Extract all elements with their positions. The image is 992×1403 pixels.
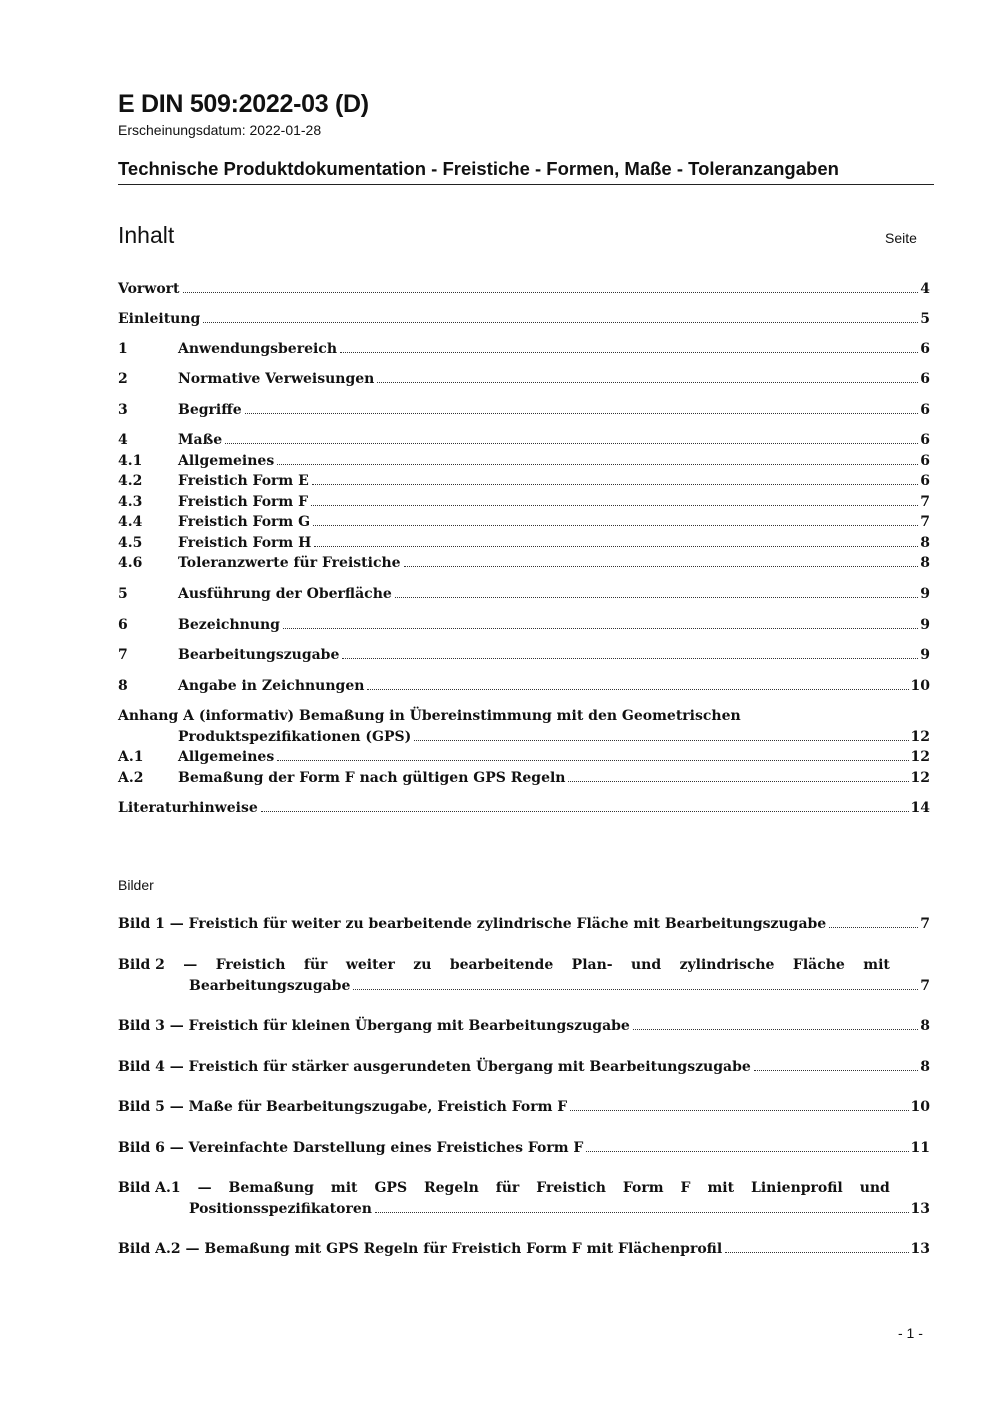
toc-leader-dots (367, 689, 908, 690)
toc-leader-dots (570, 1110, 908, 1111)
toc-entry-page: 12 (910, 749, 930, 765)
figure-entry[interactable] (118, 916, 930, 932)
toc-entry-number: 8 (118, 678, 128, 694)
toc-leader-dots (311, 505, 918, 506)
toc-page-column-label: Seite (885, 230, 917, 246)
figure-entry-page: 13 (910, 1241, 930, 1257)
figure-entry-label: Bild 4 — Freistich für stärker ausgerundeten Übergang mit Bearbeitungszugabe (118, 1059, 751, 1075)
toc-leader-dots (277, 760, 908, 761)
toc-entry-page: 5 (920, 311, 930, 327)
toc-entry[interactable] (118, 514, 930, 530)
toc-entry-page: 6 (920, 453, 930, 469)
toc-entry-label: Freistich Form E (178, 473, 309, 489)
figure-entry-label: Positionsspezifikatoren (189, 1201, 372, 1217)
toc-entry-page: 12 (910, 770, 930, 786)
toc-entry-page: 6 (920, 341, 930, 357)
figure-word: GPS (374, 1180, 408, 1196)
toc-entry-label: Angabe in Zeichnungen (178, 678, 365, 694)
figure-word: zu (413, 957, 432, 973)
toc-entry[interactable] (118, 800, 930, 816)
figure-entry[interactable] (118, 1099, 930, 1115)
toc-entry-label: Bearbeitungszugabe (178, 647, 340, 663)
figure-word: Regeln (424, 1180, 479, 1196)
toc-entry-page: 12 (910, 729, 930, 745)
toc-entry-label: Freistich Form H (178, 535, 312, 551)
toc-entry-label: Allgemeines (178, 749, 275, 765)
figure-entry-label: Bearbeitungszugabe (189, 978, 351, 994)
toc-entry-number: 4.6 (118, 555, 143, 571)
toc-entry-page: 4 (920, 281, 930, 297)
toc-entry[interactable] (118, 473, 930, 489)
figure-entry[interactable] (118, 1180, 890, 1196)
toc-entry-label: Begriffe (178, 402, 242, 418)
toc-entry[interactable] (118, 586, 930, 602)
toc-entry-page: 8 (920, 535, 930, 551)
figure-word: bearbeitende (449, 957, 554, 973)
toc-entry-page: 6 (920, 473, 930, 489)
document-subtitle: Technische Produktdokumentation - Freistiche - Formen, Maße - Toleranzangaben (118, 158, 934, 185)
toc-leader-dots (404, 566, 919, 567)
figures-heading: Bilder (118, 877, 154, 893)
figure-entry[interactable] (118, 1241, 930, 1257)
toc-entry-page: 6 (920, 402, 930, 418)
toc-annex-title-line1: Anhang A (informativ) Bemaßung in Übereinstimmung mit den Geometrischen (118, 708, 741, 724)
figure-word: Freistich (215, 957, 286, 973)
figure-word: zylindrische (679, 957, 775, 973)
toc-entry-number: 1 (118, 341, 128, 357)
toc-entry-page: 7 (920, 494, 930, 510)
figure-entry-label: Bild 1 — Freistich für weiter zu bearbeitende zylindrische Fläche mit Bearbeitungszugabe (118, 916, 827, 932)
toc-entry-label: Anwendungsbereich (178, 341, 337, 357)
toc-leader-dots (313, 525, 918, 526)
toc-entry-number: 7 (118, 647, 128, 663)
toc-leader-dots (395, 597, 918, 598)
toc-entry-label: Toleranzwerte für Freistiche (178, 555, 401, 571)
toc-entry-page: 10 (910, 678, 930, 694)
toc-entry-number: 4.1 (118, 453, 143, 469)
figure-entry-label: Bild 3 — Freistich für kleinen Übergang mit Bearbeitungszugabe (118, 1018, 630, 1034)
figure-word: Bemaßung (228, 1180, 314, 1196)
toc-entry-label: Normative Verweisungen (178, 371, 375, 387)
toc-entry-page: 9 (920, 647, 930, 663)
toc-entry-page: 9 (920, 586, 930, 602)
toc-leader-dots (312, 484, 918, 485)
toc-leader-dots (245, 413, 919, 414)
toc-entry[interactable] (118, 311, 930, 327)
figure-word: und (859, 1180, 890, 1196)
toc-entry-number: A.1 (118, 749, 144, 765)
toc-leader-dots (203, 322, 918, 323)
figure-entry[interactable] (118, 1059, 930, 1075)
figure-entry-continued[interactable] (189, 978, 930, 994)
toc-leader-dots (568, 781, 908, 782)
toc-leader-dots (225, 443, 918, 444)
toc-entry-number: 6 (118, 617, 128, 633)
toc-entry-number: 4.5 (118, 535, 143, 551)
toc-entry[interactable] (118, 749, 930, 765)
toc-entry-page: 8 (920, 555, 930, 571)
figure-entry-label: Bild A.2 — Bemaßung mit GPS Regeln für Freistich Form F mit Flächenprofil (118, 1241, 723, 1257)
toc-entry[interactable] (118, 770, 930, 786)
toc-entry-label: Freistich Form F (178, 494, 309, 510)
toc-entry-number: 2 (118, 371, 128, 387)
toc-entry-number: 3 (118, 402, 128, 418)
toc-heading: Inhalt (118, 222, 175, 248)
figure-word: und (631, 957, 662, 973)
toc-leader-dots (754, 1070, 918, 1071)
toc-entry-number: 4.4 (118, 514, 143, 530)
toc-entry-page: 7 (920, 514, 930, 530)
toc-entry[interactable] (118, 402, 930, 418)
figure-word: für (495, 1180, 520, 1196)
toc-entry[interactable] (118, 535, 930, 551)
toc-leader-dots (725, 1252, 908, 1253)
toc-entry-number: 4.3 (118, 494, 143, 510)
toc-leader-dots (375, 1212, 909, 1213)
toc-entry[interactable] (118, 494, 930, 510)
figure-entry-page: 11 (910, 1140, 930, 1156)
toc-entry-label: Allgemeines (178, 453, 275, 469)
figure-word: Form (622, 1180, 664, 1196)
figure-entry[interactable] (118, 1018, 930, 1034)
toc-entry[interactable] (118, 341, 930, 357)
toc-entry[interactable] (118, 371, 930, 387)
toc-entry-number: 4.2 (118, 473, 143, 489)
figure-entry-label: Bild 5 — Maße für Bearbeitungszugabe, Freistich Form F (118, 1099, 568, 1115)
toc-entry-page: 9 (920, 617, 930, 633)
toc-leader-dots (340, 352, 918, 353)
figure-word: Bild 2 (118, 957, 165, 973)
figure-entry-page: 10 (910, 1099, 930, 1115)
toc-leader-dots (183, 292, 919, 293)
toc-leader-dots (342, 658, 918, 659)
toc-entry-page: 6 (920, 371, 930, 387)
toc-annex-entry[interactable] (118, 708, 930, 724)
toc-entry[interactable] (118, 453, 930, 469)
figure-entry-page: 8 (920, 1018, 930, 1034)
toc-entry-label: Freistich Form G (178, 514, 311, 530)
figure-word: F (680, 1180, 691, 1196)
toc-entry-label: Vorwort (118, 281, 180, 297)
toc-entry[interactable] (118, 617, 930, 633)
toc-entry-label: Maße (178, 432, 223, 448)
toc-entry[interactable] (118, 432, 930, 448)
toc-entry[interactable] (118, 281, 930, 297)
figure-entry-page: 7 (920, 978, 930, 994)
toc-leader-dots (414, 740, 908, 741)
figure-word: Freistich (536, 1180, 606, 1196)
page-number: - 1 - (898, 1325, 923, 1341)
figure-word: Linienprofil (751, 1180, 843, 1196)
toc-entry[interactable] (118, 647, 930, 663)
toc-annex-title-line2: Produktspezifikationen (GPS) (178, 729, 412, 745)
toc-leader-dots (314, 546, 918, 547)
figure-entry-page: 8 (920, 1059, 930, 1075)
toc-entry-page: 14 (910, 800, 930, 816)
toc-annex-entry-continued[interactable] (178, 729, 930, 745)
toc-entry-page: 6 (920, 432, 930, 448)
figure-word: Bild A.1 (118, 1180, 181, 1196)
toc-entry-number: A.2 (118, 770, 144, 786)
toc-leader-dots (283, 628, 918, 629)
toc-entry[interactable] (118, 555, 930, 571)
figure-word: mit (330, 1180, 358, 1196)
toc-entry-number: 5 (118, 586, 128, 602)
figure-word: weiter (345, 957, 395, 973)
figure-entry-label: Bild 6 — Vereinfachte Darstellung eines Freistiches Form F (118, 1140, 584, 1156)
figure-word: Plan- (571, 957, 613, 973)
figure-word: mit (707, 1180, 735, 1196)
toc-entry-label: Bezeichnung (178, 617, 280, 633)
toc-leader-dots (829, 927, 918, 928)
figure-entry[interactable] (118, 1140, 930, 1156)
toc-leader-dots (633, 1029, 918, 1030)
toc-leader-dots (353, 989, 918, 990)
figure-word: — (183, 957, 198, 973)
toc-leader-dots (261, 811, 909, 812)
figure-entry[interactable] (118, 957, 890, 973)
toc-entry-label: Literaturhinweise (118, 800, 258, 816)
publication-date: Erscheinungsdatum: 2022-01-28 (118, 122, 322, 138)
toc-leader-dots (377, 382, 918, 383)
toc-entry-number: 4 (118, 432, 128, 448)
toc-entry[interactable] (118, 678, 930, 694)
toc-entry-label: Ausführung der Oberfläche (178, 586, 392, 602)
figure-entry-page: 7 (920, 916, 930, 932)
toc-leader-dots (586, 1151, 908, 1152)
figure-entry-page: 13 (910, 1201, 930, 1217)
figure-word: — (197, 1180, 212, 1196)
figure-entry-continued[interactable] (189, 1201, 930, 1217)
figure-word: für (303, 957, 328, 973)
figure-word: mit (863, 957, 890, 973)
toc-entry-label: Bemaßung der Form F nach gültigen GPS Regeln (178, 770, 566, 786)
toc-entry-label: Einleitung (118, 311, 201, 327)
figure-word: Fläche (792, 957, 845, 973)
document-title: E DIN 509:2022-03 (D) (118, 90, 369, 118)
toc-leader-dots (277, 464, 918, 465)
